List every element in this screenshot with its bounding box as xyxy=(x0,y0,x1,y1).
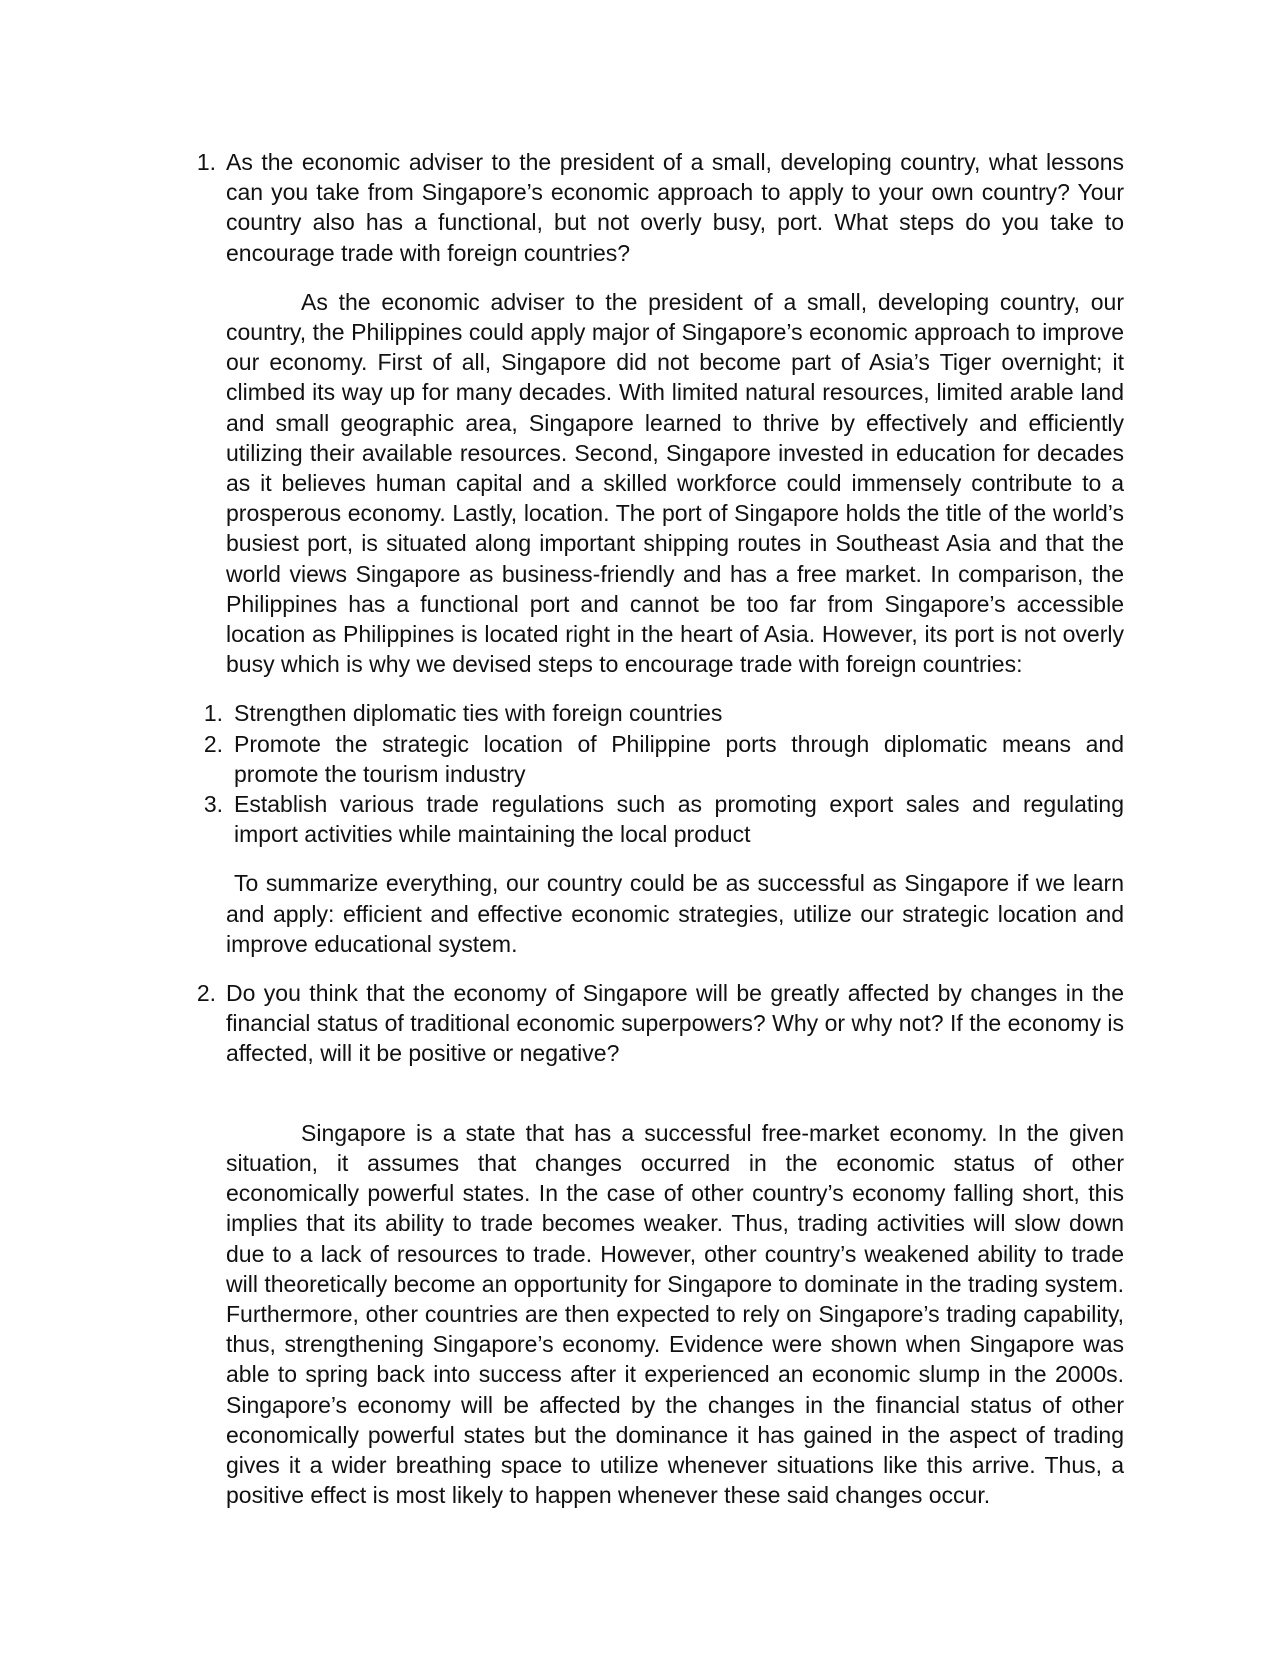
step-3-number: 3. xyxy=(203,791,223,818)
question-1-number: 1. xyxy=(196,149,216,175)
document-body xyxy=(196,147,1124,1510)
step-3-text: Establish various trade regulations such as promoting export sales and regulating import activities while maintaining the local product xyxy=(234,791,1124,848)
steps-list xyxy=(203,698,1124,849)
question-2-number: 2. xyxy=(196,980,216,1007)
summary-paragraph: To summarize everything, our country could be as successful as Singapore if we learn and apply: efficient and effective economic strategies, utilize our strategic location and improve educational system. xyxy=(226,870,1124,957)
question-2-text: Do you think that the economy of Singapore will be greatly affected by changes in the financial status of traditional economic superpowers? Why or why not? If the economy is affected, will it be positive or negative? xyxy=(226,980,1124,1067)
question-2 xyxy=(196,978,1124,1069)
list-item xyxy=(203,698,1124,728)
answer-2-paragraph: Singapore is a state that has a successful free-market economy. In the given situation, it assumes that changes occurred in the economic status of other economically powerful states. In the case of other country’s economy falling short, this implies that its ability to trade becomes weaker. Thus, trading activities will slow down due to a lack of resources to trade. However, other country’s weakened ability to trade will theoretically become an opportunity for Singapore to dominate in the trading system. Furthermore, other countries are then expected to rely on Singapore’s trading capability, thus, strengthening Singapore’s economy. Evidence were shown when Singapore was able to spring back into success after it experienced an economic slump in the 2000s. Singapore’s economy will be affected by the changes in the financial status of other economically powerful states but the dominance it has gained in the aspect of trading gives it a wider breathing space to utilize whenever situations like this arrive. Thus, a positive effect is most likely to happen whenever these said changes occur. xyxy=(226,1119,1124,1509)
step-1-text: Strengthen diplomatic ties with foreign countries xyxy=(234,700,723,727)
list-item xyxy=(203,789,1124,849)
question-1 xyxy=(196,147,1124,268)
step-2-number: 2. xyxy=(203,730,223,757)
question-1-text: As the economic adviser to the president of a small, developing country, what lessons can you take from Singapore’s economic approach to apply to your own country? Your country also has a functional, but not overly busy, port. What steps do you take to encourage trade with foreign countries? xyxy=(226,149,1124,266)
step-2-text: Promote the strategic location of Philippine ports through diplomatic means and promote the tourism industry xyxy=(234,730,1124,787)
step-1-number: 1. xyxy=(203,700,223,727)
answer-1-paragraph: As the economic adviser to the president of a small, developing country, our country, the Philippines could apply major of Singapore’s economic approach to improve our economy. First of all, Singapore did not become part of Asia’s Tiger overnight; it climbed its way up for many decades. With limited natural resources, limited arable land and small geographic area, Singapore learned to thrive by effectively and efficiently utilizing their available resources. Second, Singapore invested in education for decades as it believes human capital and a skilled workforce could immensely contribute to a prosperous economy. Lastly, location. The port of Singapore holds the title of the world’s busiest port, is situated along important shipping routes in Southeast Asia and that the world views Singapore as business-friendly and has a free market. In comparison, the Philippines has a functional port and cannot be too far from Singapore’s accessible location as Philippines is located right in the heart of Asia. However, its port is not overly busy which is why we devised steps to encourage trade with foreign countries: xyxy=(226,288,1124,678)
list-item xyxy=(203,729,1124,789)
